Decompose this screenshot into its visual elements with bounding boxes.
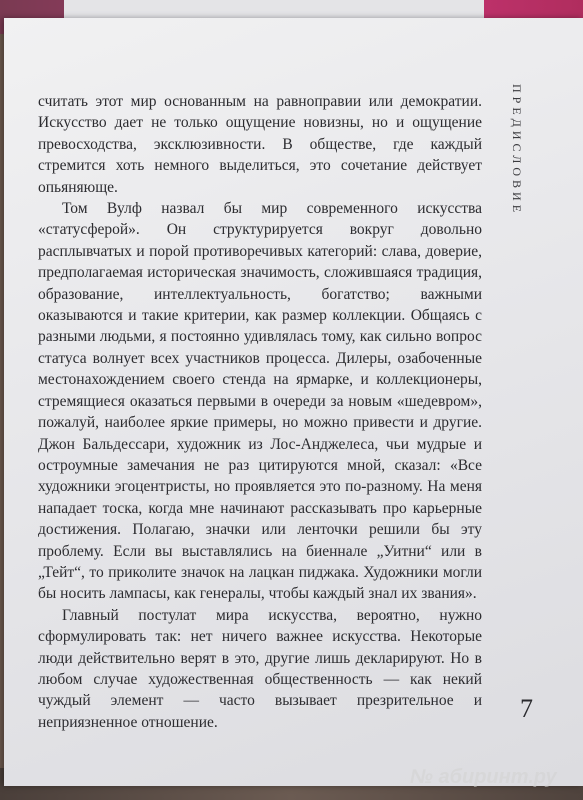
body-text: [38, 91, 482, 733]
paragraph-2: Том Вулф назвал бы мир современного искусства «статусферой». Он структурируется вокруг довольно расплывчатых и порой противоречивых категорий: слава, доверие, предполагаемая историческая значимость, сложившаяся традиция, образование, интеллектуальность, богатство; важными оказываются и такие критерии, как размер коллекции. Общаясь с разными людьми, я постоянно удивлялась тому, как сильно вопрос статуса волнует всех участников процесса. Дилеры, озабоченные местонахождением своего стенда на ярмарке, и коллекционеры, стремящиеся оказаться первыми в очереди за новым «шедевром», пожалуй, наиболее яркие примеры, но можно привести и другие. Джон Бальдессари, художник из Лос-Анджелеса, чьи мудрые и остроумные замечания не раз цитируются мной, сказал: «Все художники эгоцентристы, но проявляется это по-разному. На меня нападает тоска, когда мне начинают рассказывать про карьерные достижения. Полагаю, значки или ленточки решили бы эту проблему. Если вы выставлялись на биеннале „Уитни“ или в „Тейт“, то приколите значок на лацкан пиджака. Художники могли бы носить лампасы, как генералы, чтобы каждый знал их звания».: [38, 200, 482, 603]
paragraph-1: считать этот мир основанным на равноправии или демократии. Искусство дает не только ощущение новизны, но и ощущение превосходства, эксклюзивности. В обществе, где каждый стремится хоть немного выделиться, это сочетание действует опьяняюще.: [38, 93, 482, 196]
page-number: 7: [520, 694, 533, 723]
paragraph-3: Главный постулат мира искусства, вероятно, нужно сформулировать так: нет ничего важнее искусства. Некоторые люди действительно верят в это, другие лишь декларируют. Но в любом случае художественная общественность — как некий чуждый элемент — часто вызывает презрительное и неприязненное отношение.: [38, 606, 482, 731]
watermark: № абиринт.ру: [410, 766, 557, 788]
running-head: ПРЕДИСЛОВИЕ: [510, 84, 524, 217]
book-page: [4, 18, 583, 786]
